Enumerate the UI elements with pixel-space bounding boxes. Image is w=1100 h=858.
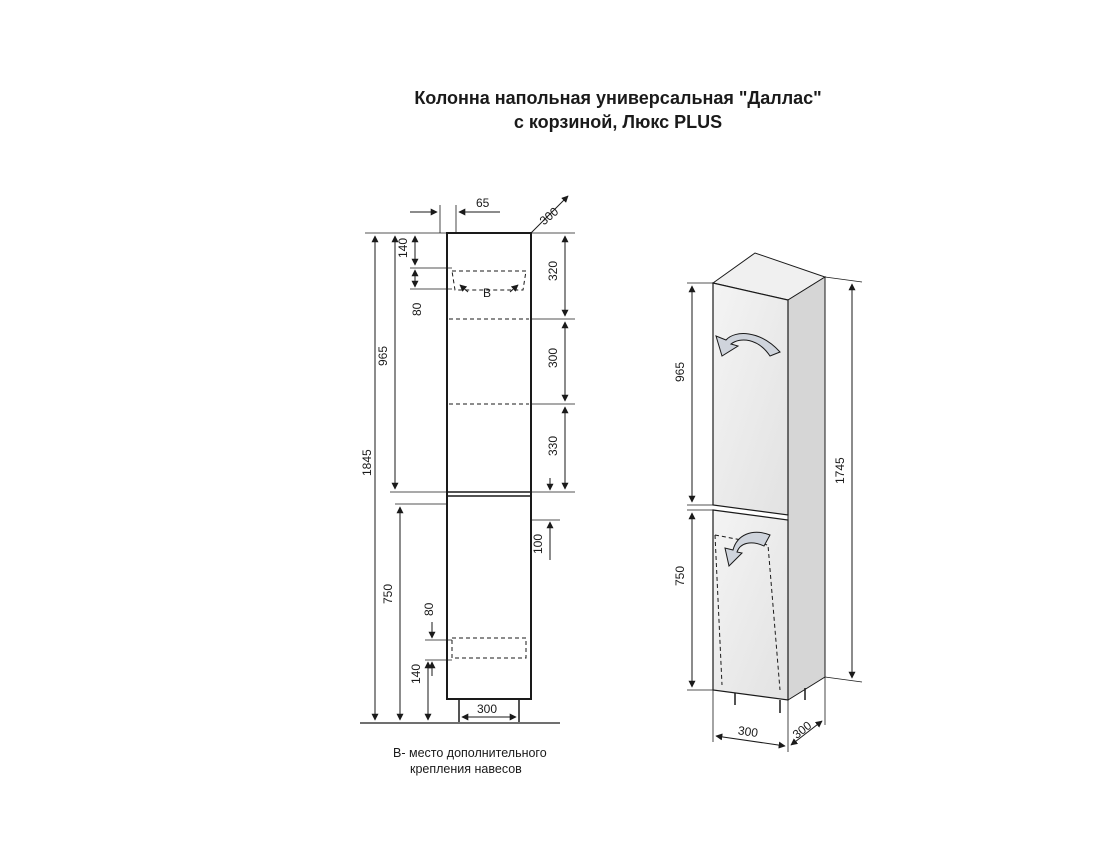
dim-mount-top: 140 [396, 237, 410, 258]
mount-note [393, 745, 547, 777]
dim-shelf-2: 300 [546, 347, 560, 368]
lower-basket-outline [452, 638, 526, 658]
dim-shelf-3: 330 [546, 435, 560, 456]
iso-dim-depth: 300 [789, 718, 815, 742]
dim-mount-gap: 80 [410, 302, 424, 316]
iso-dim-upper-door: 965 [673, 361, 687, 382]
title-line-2: с корзиной, Люкс PLUS [513, 112, 723, 132]
note-line-2: крепления навесов [410, 762, 522, 776]
dim-divider: 100 [531, 533, 545, 554]
dim-total-height: 1845 [360, 449, 374, 476]
iso-upper-door [713, 283, 788, 515]
title-line-1: Колонна напольная универсальная "Даллас" [414, 88, 822, 108]
mount-marker: B [483, 286, 492, 300]
dim-offset-top: 65 [476, 196, 490, 210]
dim-upper-door: 965 [376, 345, 390, 366]
dim-depth-top: 300 [536, 204, 562, 228]
dim-lower-mount-gap: 80 [422, 602, 436, 616]
iso-dim-total-height: 1745 [833, 457, 847, 484]
iso-dim-width: 300 [737, 723, 759, 741]
cabinet-body [447, 233, 531, 699]
iso-side-face [788, 277, 825, 700]
iso-view [687, 253, 862, 752]
front-view [360, 196, 575, 723]
dim-lower-door: 750 [381, 583, 395, 604]
dim-base-width: 300 [477, 702, 498, 716]
dim-shelf-1: 320 [546, 260, 560, 281]
front-right-dimensions [550, 236, 565, 560]
iso-dim-lower-door: 750 [673, 565, 687, 586]
note-line-1: B- место дополнительного [393, 746, 547, 760]
shelves [449, 319, 529, 404]
dim-lower-mount-bottom: 140 [409, 663, 423, 684]
